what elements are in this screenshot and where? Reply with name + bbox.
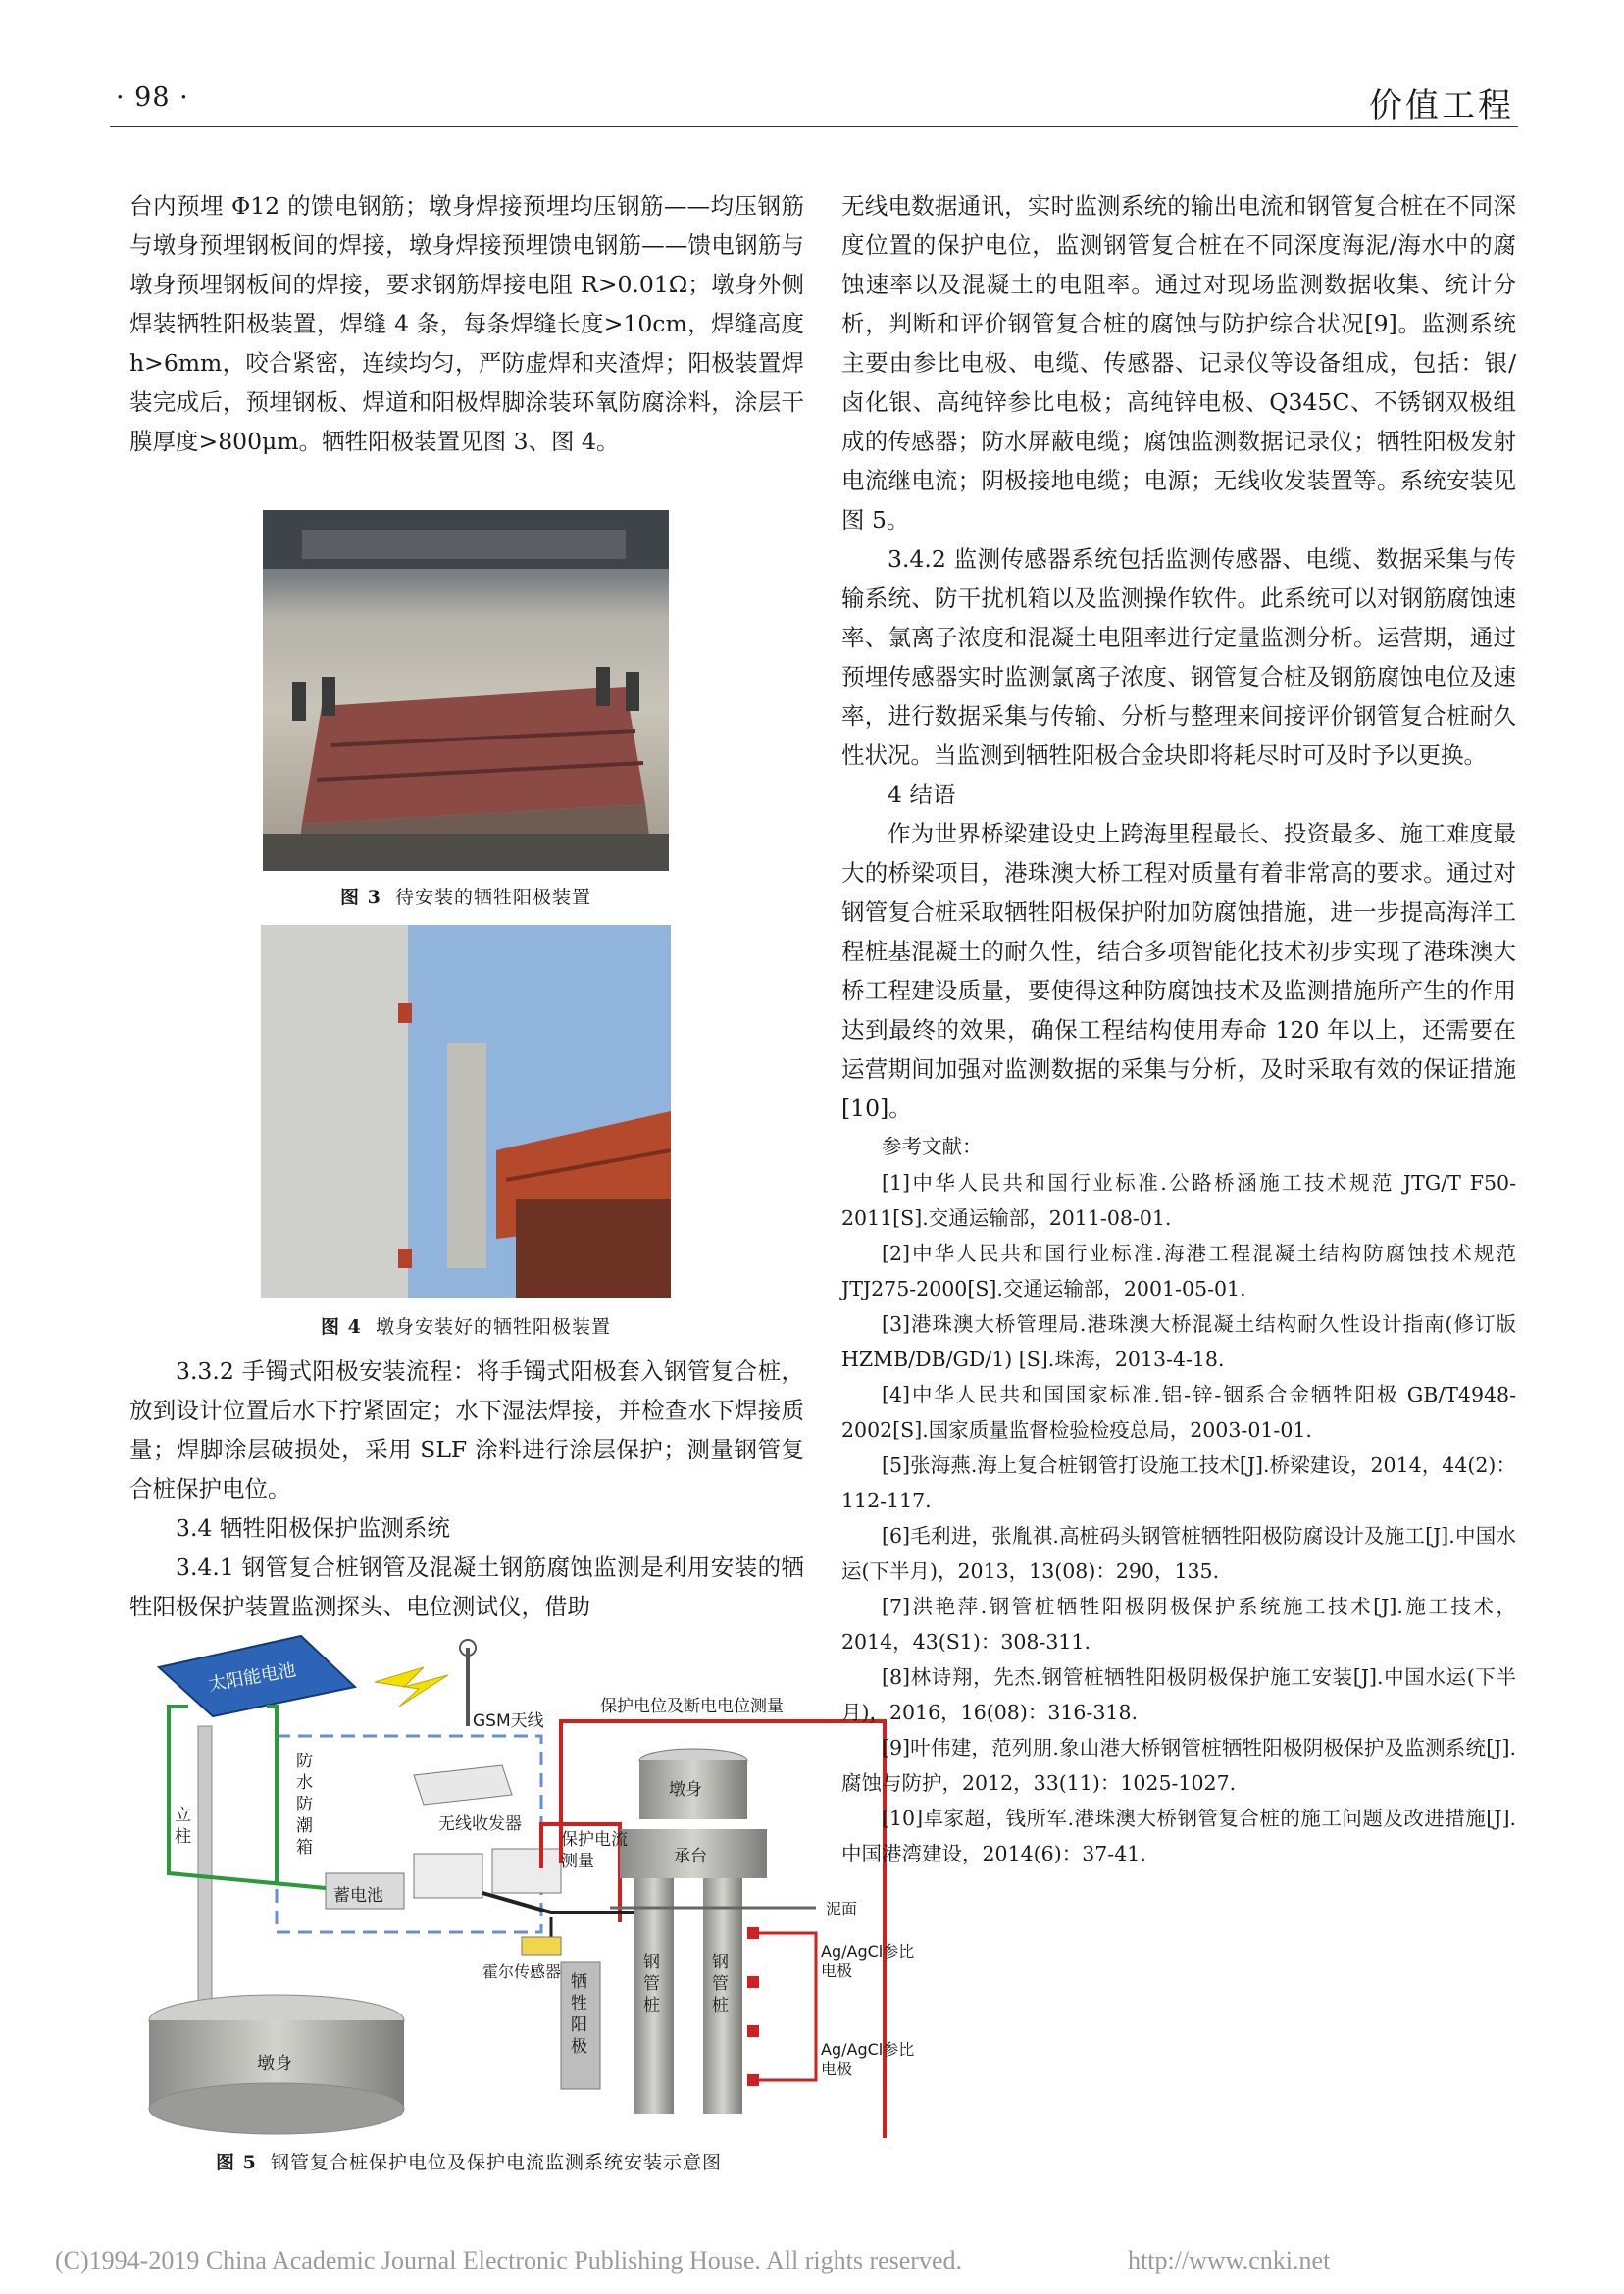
label-pier-top: 墩身	[669, 1780, 702, 1800]
label-ref-electrode-1: Ag/AgCl参比电极	[821, 1942, 915, 1980]
reference-item: [2]中华人民共和国行业标准.海港工程混凝土结构防腐蚀技术规范 JTJ275-2000[S].交通运输部，2001-05-01.	[841, 1242, 1516, 1300]
label-pier-left: 墩身	[257, 2054, 292, 2074]
reference-item: [9]叶伟建，范列朋.象山港大桥钢管桩牺牲阳极阴极保护及监测系统[J].腐蚀与防护，2012，33(11)：1025-1027.	[841, 1736, 1516, 1795]
figure-3-caption-text: 待安装的牺牲阳极装置	[394, 887, 591, 908]
reference-item: [1]中华人民共和国行业标准.公路桥涵施工技术规范 JTG/T F50-2011[S].交通运输部，2011-08-01.	[841, 1171, 1516, 1230]
label-battery: 蓄电池	[333, 1886, 383, 1906]
body-paragraph: 3.4.2 监测传感器系统包括监测传感器、电缆、数据采集与传输系统、防干扰机箱以及监测操作软件。此系统可以对钢筋腐蚀速率、氯离子浓度和混凝土电阻率进行定量监测分析。运营期，通过预埋传感器实时监测氯离子浓度、钢管复合桩及钢筋腐蚀电位及速率，进行数据采集与传输、分析与整理来间接评价钢管复合桩耐久性状况。当监测到牺牲阳极合金块即将耗尽时可及时予以更换。	[841, 545, 1516, 769]
figure-4-illustration	[261, 925, 671, 1298]
reference-item: [6]毛利进，张胤祺.高桩码头钢管桩牺牲阳极防腐设计及施工[J].中国水运(下半月)，2013，13(08)：290，135.	[841, 1524, 1516, 1583]
label-current-measure: 保护电流测量	[561, 1830, 628, 1871]
right-column	[841, 186, 1516, 1871]
journal-title: 价值工程	[1369, 86, 1514, 126]
body-paragraph: 3.3.2 手镯式阳极安装流程：将手镯式阳极套入钢管复合桩，放到设计位置后水下拧紧固定；水下湿法焊接，并检查水下焊接质量；焊脚涂层破损处，采用 SLF 涂料进行涂层保护；测量钢管复合桩保护电位。	[129, 1357, 804, 1503]
cnki-url: http://www.cnki.net	[1128, 2246, 1331, 2274]
body-paragraph: 3.4.1 钢管复合桩钢管及混凝土钢筋腐蚀监测是利用安装的牺牲阳极保护装置监测探头、电位测试仪，借助	[129, 1554, 804, 1620]
figure-4-photo	[261, 925, 671, 1298]
label-pole: 立柱	[175, 1806, 191, 1847]
body-paragraph: 作为世界桥梁建设史上跨海里程最长、投资最多、施工难度最大的桥梁项目，港珠澳大桥工程对质量有着非常高的要求。通过对钢管复合桩采取牺牲阳极保护附加防腐蚀措施，进一步提高海洋工程桩基混凝土的耐久性，结合多项智能化技术初步实现了港珠澳大桥工程建设质量，要使得这种防腐蚀技术及监测措施所产生的作用达到最终的效果，确保工程结构使用寿命 120 年以上，还需要在运营期间加强对监测数据的采集与分析，及时采取有效的保证措施[10]。	[841, 820, 1516, 1122]
label-potential-measure: 保护电位及断电电位测量	[600, 1697, 784, 1716]
label-cap: 承台	[674, 1847, 707, 1866]
figure-4-number: 图 4	[321, 1316, 362, 1338]
hall-sensor-shape	[522, 1937, 561, 1955]
label-transceiver: 无线收发器	[438, 1814, 522, 1834]
reference-item: [5]张海燕.海上复合桩钢管打设施工技术[J].桥梁建设，2014，44(2)：112-117.	[841, 1453, 1516, 1512]
label-moisture-box: 防水防潮箱	[296, 1752, 313, 1858]
label-anode: 牺牲阳极	[571, 1972, 587, 2057]
label-mud: 泥面	[826, 1900, 858, 1918]
figure-3-photo	[263, 510, 669, 871]
figure-3-illustration	[263, 510, 669, 871]
label-pile-left: 钢管桩	[643, 1953, 660, 2015]
reference-item: [3]港珠澳大桥管理局.港珠澳大桥混凝土结构耐久性设计指南(修订版 HZMB/DB/GD/1) [S].珠海，2013-4-18.	[841, 1312, 1516, 1371]
references-list	[841, 1165, 1516, 1871]
figure-4-caption-text: 墩身安装好的牺牲阳极装置	[375, 1316, 611, 1338]
left-column-top	[129, 186, 804, 461]
reference-item: [4]中华人民共和国国家标准.铝-锌-铟系合金牺牲阳极 GB/T4948-2002[S].国家质量监督检验检疫总局，2003-01-01.	[841, 1383, 1516, 1442]
references-title: 参考文献：	[882, 1135, 983, 1158]
header-rule	[110, 126, 1518, 127]
page-number: · 98 ·	[116, 82, 189, 113]
reference-item: [7]洪艳萍.钢管桩牺牲阳极阴极保护系统施工技术[J].施工技术，2014，43(S1)：308-311.	[841, 1595, 1516, 1654]
left-column-bottom	[129, 1351, 804, 1626]
label-solar: 太阳能电池	[207, 1659, 298, 1696]
figure-3-number: 图 3	[340, 887, 381, 908]
pole	[198, 1726, 212, 2011]
copyright-footer: (C)1994-2019 China Academic Journal Electronic Publishing House. All rights reserved.	[55, 2246, 962, 2274]
label-hall-sensor: 霍尔传感器	[482, 1963, 562, 1981]
figure-5-caption-text: 钢管复合桩保护电位及保护电流监测系统安装示意图	[270, 2152, 722, 2173]
figure-5-number: 图 5	[216, 2152, 257, 2173]
figure-5-diagram	[129, 1628, 948, 2138]
label-gsm: GSM天线	[473, 1711, 544, 1731]
figure-3-caption	[263, 883, 669, 909]
figure-4-caption	[245, 1312, 686, 1339]
section-heading-3-4: 3.4 牺牲阳极保护监测系统	[176, 1514, 450, 1542]
body-paragraph: 无线电数据通讯，实时监测系统的输出电流和钢管复合桩在不同深度位置的保护电位，监测钢管复合桩在不同深度海泥/海水中的腐蚀速率以及混凝土的电阻率。通过对现场监测数据收集、统计分析，判断和评价钢管复合桩的腐蚀与防护综合状况[9]。监测系统主要由参比电极、电缆、传感器、记录仪等设备组成，包括：银/卤化银、高纯锌参比电极；高纯锌电极、Q345C、不锈钢双极组成的传感器；防水屏蔽电缆；腐蚀监测数据记录仪；牺牲阳极发射电流继电流；阴极接地电缆；电源；无线收发装置等。系统安装见图 5。	[841, 192, 1516, 534]
reference-item: [8]林诗翔，先杰.钢管桩牺牲阳极阴极保护施工安装[J].中国水运(下半月)，2016，16(08)：316-318.	[841, 1665, 1516, 1724]
body-paragraph: 台内预埋 Φ12 的馈电钢筋；墩身焊接预埋均压钢筋——均压钢筋与墩身预埋钢板间的焊接，墩身焊接预埋馈电钢筋——馈电钢筋与墩身预埋钢板间的焊接，要求钢筋焊接电阻 R>0.01Ω；墩身外侧焊装牺牲阳极装置，焊缝 4 条，每条焊缝长度>10cm，焊缝高度 h>6mm，咬合紧密，连续均匀，严防虚焊和夹渣焊；阳极装置焊装完成后，预埋钢板、焊道和阳极焊脚涂装环氧防腐涂料，涂层干膜厚度>800μm。牺牲阳极装置见图 3、图 4。	[129, 192, 804, 455]
label-ref-electrode-2: Ag/AgCl参比电极	[821, 2040, 915, 2078]
reference-item: [10]卓家超，钱所军.港珠澳大桥钢管复合桩的施工问题及改进措施[J].中国港湾建设，2014(6)：37-41.	[841, 1807, 1516, 1865]
label-pile-right: 钢管桩	[712, 1953, 729, 2015]
figure-5-caption	[216, 2148, 902, 2174]
section-heading-4: 4 结语	[888, 781, 956, 808]
